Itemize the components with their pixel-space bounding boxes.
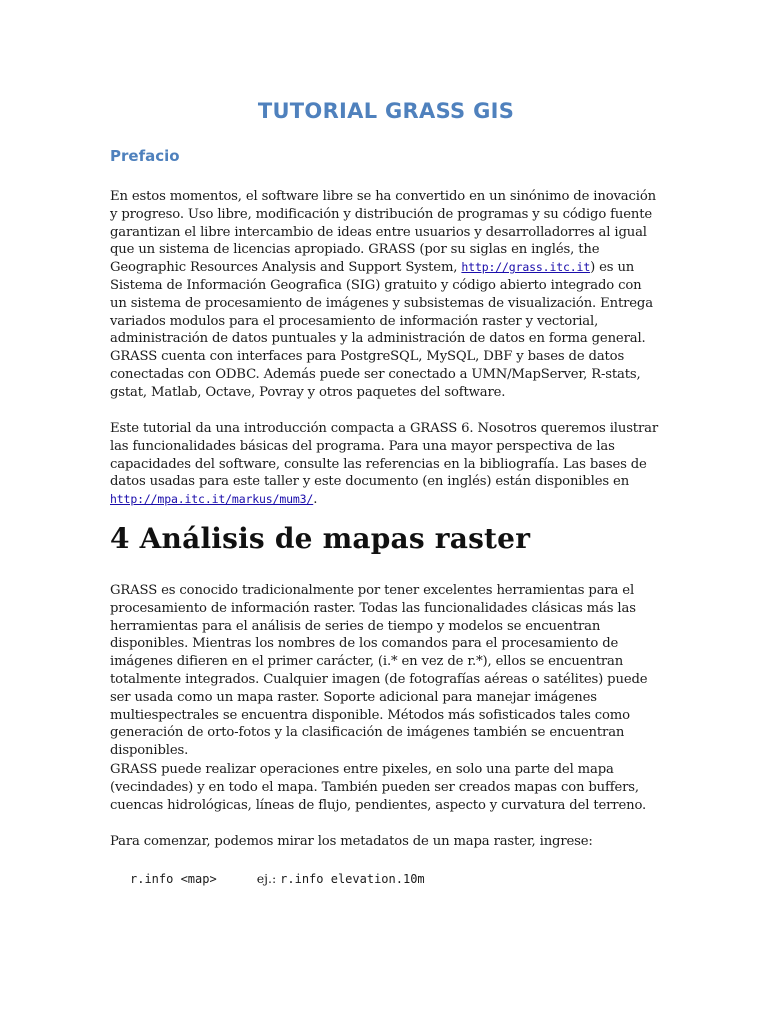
paragraph-intro-text-b: ) es un Sistema de Información Geografica (SIG) gratuito y código abierto integrado con un sistema de procesamiento de imágenes y subsistemas de visualización. Entrega variados modulos para el procesamiento de información raster y vectorial, administración de datos puntuales y la administración de datos en forma general. GRASS cuenta con interfaces para PostgreSQL, MySQL, DBF y bases de datos conectadas con ODBC. Además puede ser conectado a UMN/MapServer, R-stats, gstat, Matlab, Octave, Povray y otros paquetes del software. bbox=[110, 260, 653, 400]
paragraph-raster: GRASS es conocido tradicionalmente por tener excelentes herramientas para el procesamiento de información raster. Todas las funcionalidades clásicas más las herramientas para el análisis de series de tiempo y modelos se encuentran disponibles. Mientras los nombres de los comandos para el procesamiento de imágenes difieren en el primer carácter, (i.* en vez de r.*), ellos se encuentran totalmente integrados. Cualquier imagen (de fotografías aéreas o satélites) puede ser usada como un mapa raster. Soporte adicional para manejar imágenes multiespectrales se encuentra disponible. Métodos más sofisticados tales como generación de orto-fotos y la clasificación de imágenes también se encuentran disponibles. bbox=[110, 583, 648, 759]
paragraph-intro-text-a: En estos momentos, el software libre se ha convertido en un sinónimo de inovación y progreso. Uso libre, modificación y distribución de programas y su código fuente garantizan el libre intercambio de ideas entre usuarios y desarrolladorres al igual que un sistema de licencias apropiado. GRASS (por su siglas en inglés, the Geographic Resources Analysis and Support System, bbox=[110, 189, 656, 276]
code-example-line bbox=[130, 870, 425, 889]
paragraph-tutorial bbox=[110, 420, 662, 509]
paragraph-tutorial-text-b: . bbox=[313, 492, 318, 508]
paragraph-tutorial-text-a: Este tutorial da una introducción compacta a GRASS 6. Nosotros queremos ilustrar las funcionalidades básicas del programa. Para una mayor perspectiva de las capacidades del software, consulte las referencias en la bibliografía. Las bases de datos usadas para este taller y este documento (en inglés) están disponibles en bbox=[110, 421, 658, 490]
paragraph-start: Para comenzar, podemos mirar los metadatos de un mapa raster, ingrese: bbox=[110, 834, 593, 849]
code-command: r.info <map> bbox=[130, 872, 217, 886]
document-title: TUTORIAL GRASS GIS bbox=[257, 99, 515, 123]
paragraph-intro bbox=[110, 188, 662, 402]
paragraph-operations: GRASS puede realizar operaciones entre pixeles, en solo una parte del mapa (vecindades) y en todo el mapa. También pueden ser creados mapas con buffers, cuencas hidrológicas, líneas de flujo, pendientes, aspecto y curvatura del terreno. bbox=[110, 762, 647, 813]
section-heading: 4 Análisis de mapas raster bbox=[110, 522, 531, 555]
grass-website-link[interactable]: http://grass.itc.it bbox=[461, 260, 591, 275]
code-example-label: ej.: bbox=[256, 871, 277, 886]
datasets-link[interactable]: http://mpa.itc.it/markus/mum3/ bbox=[110, 492, 314, 507]
subheading-prefacio: Prefacio bbox=[110, 147, 180, 165]
code-example: r.info elevation.10m bbox=[280, 872, 425, 886]
